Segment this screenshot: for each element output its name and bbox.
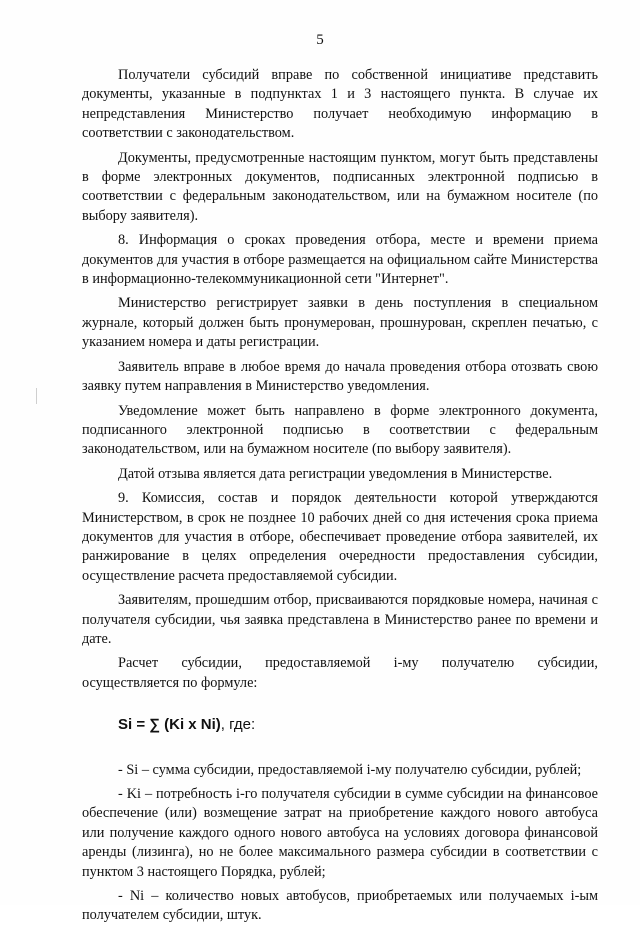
formula-tail: , где:	[220, 716, 256, 734]
definition-item: - Ki – потребность i-го получателя субсидии в сумме субсидии на финансовое обеспечение (или) возмещение затрат на приобретение каждого нового автобуса или получение каждого одного нового автобуса на условиях договора финансовой аренды (лизинга), но не более максимального размера субсидии в соответствии с пунктом 3 настоящего Порядка, рублей;	[82, 786, 598, 880]
paragraph: Министерство регистрирует заявки в день поступления в специальном журнале, который должен быть пронумерован, прошнурован, скреплен печатью, с указанием номера и даты регистрации.	[82, 295, 598, 351]
paragraph: 8. Информация о сроках проведения отбора, месте и времени приема документов для участия в отборе размещается на официальном сайте Министерства в информационно-телекоммуникационной сети "Интернет".	[82, 232, 598, 288]
page-number: 5	[316, 32, 324, 48]
paragraph: Уведомление может быть направлено в форме электронного документа, подписанного электронной подписью в соответствии с федеральным законодательством, или на бумажном носителе (по выбору заявителя).	[82, 402, 598, 458]
paragraph: Заявителям, прошедшим отбор, присваиваются порядковые номера, начиная с получателя субсидии, чья заявка представлена в Министерство ранее по времени и дате.	[82, 592, 598, 647]
subsidy-formula	[82, 715, 598, 734]
paragraph: Заявитель вправе в любое время до начала проведения отбора отозвать свою заявку путем направления в Министерство уведомления.	[82, 358, 598, 395]
definition-item: - Si – сумма субсидии, предоставляемой i-му получателю субсидии, рублей;	[118, 761, 582, 778]
definition-item: - Ni – количество новых автобусов, приобретаемых или получаемых i-ым получателем субсидии, штук.	[82, 888, 598, 924]
paragraph: 9. Комиссия, состав и порядок деятельности которой утверждаются Министерством, в срок не позднее 10 рабочих дней со дня истечения срока приема документов для участия в отборе, обеспечивает проведение отбора заявителей, их ранжирование в целях определения очередности предоставления субсидии, осуществление расчета предоставляемой субсидии.	[82, 490, 598, 584]
formula-expression: Si = ∑ (Ki x Ni)	[118, 716, 221, 734]
paragraph: Расчет субсидии, предоставляемой i-му получателю субсидии, осуществляется по формуле:	[82, 655, 598, 691]
scan-artifact	[36, 388, 37, 404]
paragraph: Документы, предусмотренные настоящим пунктом, могут быть представлены в форме электронных документов, подписанных электронной подписью в соответствии с федеральным законодательством, или на бумажном носителе (по выбору заявителя).	[82, 149, 598, 224]
document-body	[82, 66, 598, 931]
paragraph: Получатели субсидий вправе по собственной инициативе представить документы, указанные в подпунктах 1 и 3 настоящего пункта. В случае их непредставления Министерство получает необходимую информацию в соответствии с законодательством.	[82, 67, 598, 142]
paragraph: Датой отзыва является дата регистрации уведомления в Министерстве.	[118, 465, 553, 482]
